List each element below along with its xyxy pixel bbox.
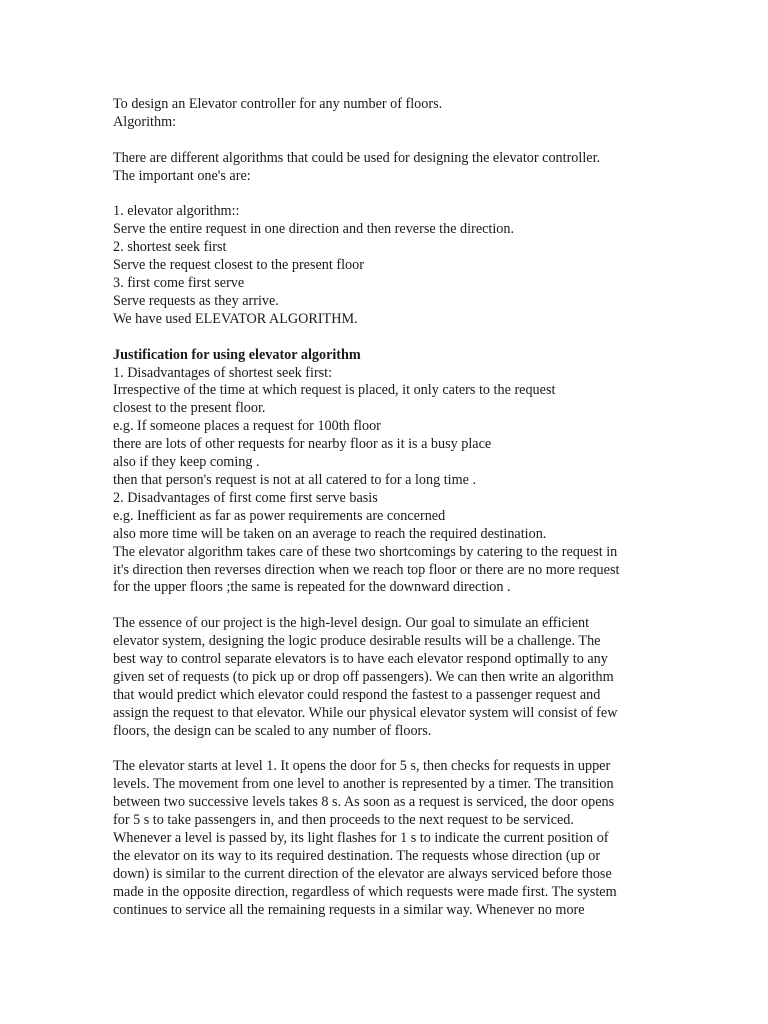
section-heading: Justification for using elevator algorithm	[113, 346, 361, 363]
essence-line: assign the request to that elevator. While our physical elevator system will consist of few	[113, 704, 618, 721]
operation-line: the elevator on its way to its required destination. The requests whose direction (up or	[113, 847, 601, 864]
essence-line: floors, the design can be scaled to any number of floors.	[113, 722, 432, 739]
justification-line: closest to the present floor.	[113, 400, 266, 417]
algorithm-item-description: Serve the entire request in one direction and then reverse the direction.	[113, 221, 515, 238]
algorithm-item-description: Serve requests as they arrive.	[113, 292, 279, 309]
algorithm-item-title: 1. elevator algorithm::	[113, 203, 240, 220]
essence-line: The essence of our project is the high-level design. Our goal to simulate an efficient	[113, 615, 590, 632]
essence-line: given set of requests (to pick up or drop off passengers). We can then write an algorithm	[113, 668, 614, 685]
essence-line: that would predict which elevator could respond the fastest to a passenger request and	[113, 686, 601, 703]
overview-line: The important one's are:	[113, 167, 251, 184]
operation-line: Whenever a level is passed by, its light flashes for 1 s to indicate the current position of	[113, 830, 609, 847]
essence-paragraph	[113, 615, 658, 740]
justification-line: Irrespective of the time at which request is placed, it only caters to the request	[113, 382, 556, 399]
operation-line: down) is similar to the current direction of the elevator are always serviced before those	[113, 865, 612, 882]
operation-paragraph	[113, 758, 658, 919]
justification-line: e.g. Inefficient as far as power requirements are concerned	[113, 507, 446, 524]
operation-line: continues to service all the remaining requests in a similar way. Whenever no more	[113, 901, 585, 918]
essence-line: best way to control separate elevators is to have each elevator respond optimally to any	[113, 651, 608, 668]
algorithm-item-title: 3. first come first serve	[113, 275, 245, 292]
justification-line: for the upper floors ;the same is repeated for the downward direction .	[113, 579, 511, 596]
operation-line: between two successive levels takes 8 s. As soon as a request is serviced, the door opens	[113, 794, 615, 811]
justification-line: then that person's request is not at all catered to for a long time .	[113, 471, 477, 488]
algorithm-label: Algorithm:	[113, 113, 177, 130]
document-title-line: To design an Elevator controller for any number of floors.	[113, 96, 443, 112]
operation-line: The elevator starts at level 1. It opens the door for 5 s, then checks for requests in upper	[113, 758, 611, 775]
intro-block	[113, 96, 658, 132]
justification-line: also if they keep coming .	[113, 454, 260, 471]
algorithm-item-description: Serve the request closest to the present floor	[113, 257, 364, 274]
essence-line: elevator system, designing the logic produce desirable results will be a challenge. The	[113, 633, 601, 650]
document-page	[113, 96, 658, 920]
justification-section	[113, 347, 658, 598]
justification-line: also more time will be taken on an average to reach the required destination.	[113, 525, 547, 542]
justification-line: e.g. If someone places a request for 100th floor	[113, 418, 381, 435]
justification-line: 1. Disadvantages of shortest seek first:	[113, 364, 333, 381]
operation-line: for 5 s to take passengers in, and then proceeds to the next request to be serviced.	[113, 812, 574, 829]
spacer	[113, 186, 658, 204]
spacer	[113, 597, 658, 615]
justification-line: it's direction then reverses direction when we reach top floor or there are no more request	[113, 561, 620, 578]
operation-line: made in the opposite direction, regardless of which requests were made first. The system	[113, 883, 617, 900]
justification-line: there are lots of other requests for nearby floor as it is a busy place	[113, 436, 492, 453]
spacer	[113, 329, 658, 347]
justification-line: The elevator algorithm takes care of these two shortcomings by catering to the request in	[113, 543, 618, 560]
algorithm-item-title: 2. shortest seek first	[113, 239, 227, 256]
spacer	[113, 741, 658, 759]
algorithm-conclusion: We have used ELEVATOR ALGORITHM.	[113, 310, 358, 327]
algorithm-list	[113, 203, 658, 328]
justification-line: 2. Disadvantages of first come first serve basis	[113, 489, 378, 506]
operation-line: levels. The movement from one level to another is represented by a timer. The transition	[113, 776, 614, 793]
overview-line: There are different algorithms that could be used for designing the elevator controller.	[113, 149, 601, 166]
overview-block	[113, 150, 658, 186]
spacer	[113, 132, 658, 150]
